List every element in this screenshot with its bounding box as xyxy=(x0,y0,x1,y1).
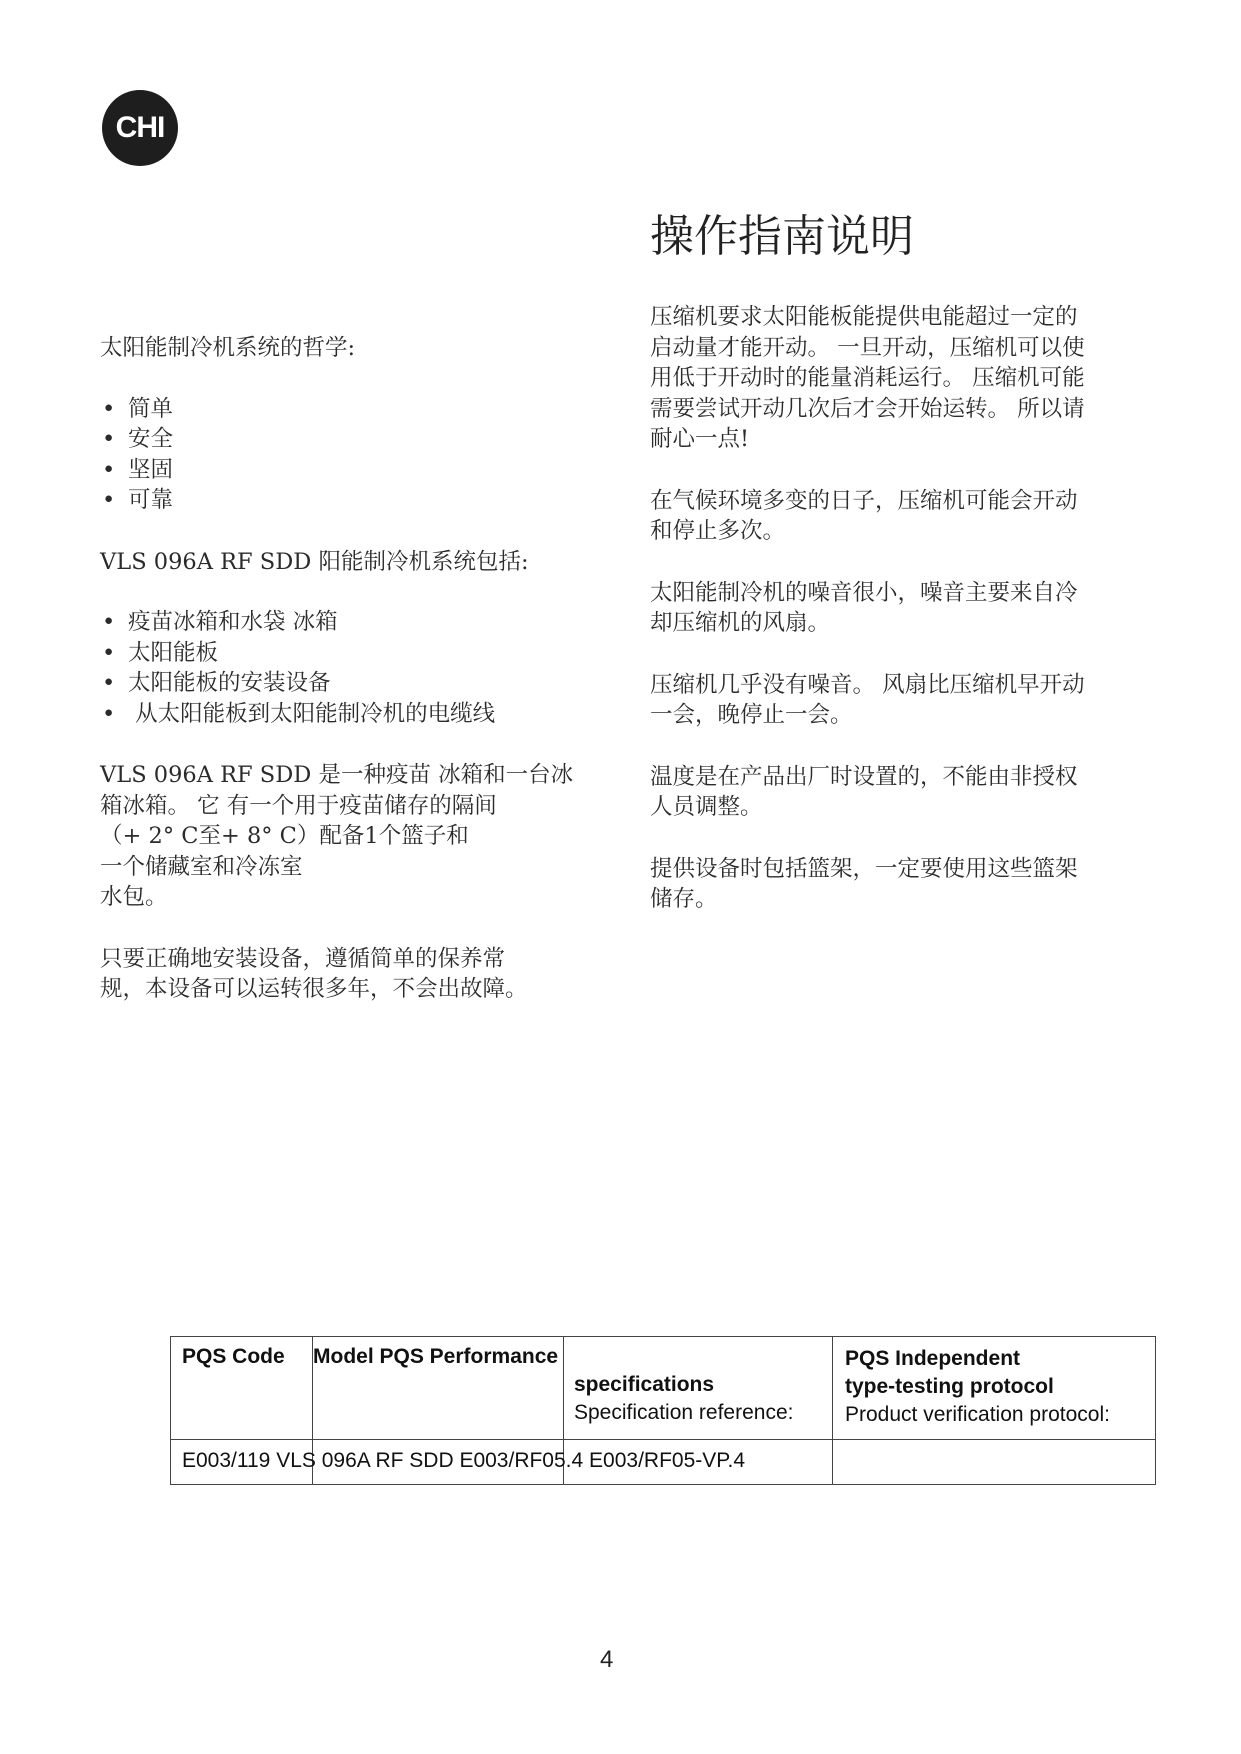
page-title: 操作指南说明 xyxy=(650,211,914,262)
table-cell xyxy=(833,1440,1156,1485)
list-item: • 可靠 xyxy=(100,485,620,516)
table-row-text: E003/119 VLS 096A RF SDD E003/RF05.4 E003/RF05-VP.4 xyxy=(182,1449,746,1472)
table-header-row xyxy=(171,1337,1156,1440)
text-line: 和停止多次。 xyxy=(650,518,786,544)
list-item: • 太阳能板 xyxy=(100,638,620,669)
text-line: 压缩机要求太阳能板能提供电能超过一定的 xyxy=(650,304,1078,330)
right-column xyxy=(650,302,1150,915)
text-line: 耐心一点! xyxy=(650,426,750,452)
text-line: 提供设备时包括篮架，一定要使用这些篮架 xyxy=(650,855,1078,882)
header-specifications xyxy=(564,1337,833,1440)
text-line: 却压缩机的风扇。 xyxy=(650,610,831,636)
list-item: • 简单 xyxy=(100,394,620,425)
language-badge: CHI xyxy=(102,90,178,166)
header-spec-label: specifications xyxy=(574,1373,715,1396)
text-line: 一会，晚停止一会。 xyxy=(650,702,853,728)
list-item: • 安全 xyxy=(100,424,620,455)
header-protocol-line1: PQS Independent xyxy=(845,1347,1021,1370)
climate-paragraph xyxy=(650,486,1150,547)
table-row xyxy=(171,1440,1156,1485)
header-protocol xyxy=(833,1337,1156,1440)
text-line: 用低于开动时的能量消耗运行。 压缩机可能 xyxy=(650,365,1085,391)
text-line: 一个储藏室和冷冻室 xyxy=(100,853,303,880)
text-line: 需要尝试开动几次后才会开始运转。 所以请 xyxy=(650,395,1085,422)
header-protocol-line2: type-testing protocol xyxy=(845,1375,1054,1398)
text-line: 箱冰箱。 它 有一个用于疫苗储存的隔间 xyxy=(100,792,497,819)
temperature-paragraph xyxy=(650,762,1150,823)
header-pqs-code: PQS Code xyxy=(171,1337,313,1440)
noise-paragraph xyxy=(650,578,1150,639)
page-number: 4 xyxy=(600,1646,614,1673)
includes-list xyxy=(100,607,620,729)
table-cell xyxy=(171,1440,746,1485)
maintenance-paragraph xyxy=(100,944,620,1005)
header-protocol-reference: Product verification protocol: xyxy=(845,1403,1110,1426)
philosophy-heading: 太阳能制冷机系统的哲学: xyxy=(100,335,356,361)
text-line: VLS 096A RF SDD 是一种疫苗 冰箱和一台冰 xyxy=(100,762,574,788)
list-item: • 坚固 xyxy=(100,455,620,486)
text-line: 在气候环境多变的日子，压缩机可能会开动 xyxy=(650,487,1078,514)
text-line: 温度是在产品出厂时设置的，不能由非授权 xyxy=(650,763,1078,790)
list-item: • 疫苗冰箱和水袋 冰箱 xyxy=(100,607,620,638)
text-line: 规，本设备可以运转很多年，不会出故障。 xyxy=(100,976,528,1002)
header-spec-reference: Specification reference: xyxy=(574,1401,794,1424)
fan-paragraph xyxy=(650,670,1150,731)
text-line: 只要正确地安装设备，遵循简单的保养常 xyxy=(100,945,506,972)
list-item: • 太阳能板的安装设备 xyxy=(100,668,620,699)
text-line: 压缩机几乎没有噪音。 风扇比压缩机早开动 xyxy=(650,671,1085,698)
text-line: 水包。 xyxy=(100,884,168,910)
header-model xyxy=(313,1337,564,1440)
includes-heading: VLS 096A RF SDD 阳能制冷机系统包括: xyxy=(100,548,529,575)
description-paragraph xyxy=(100,760,620,913)
list-item: • 从太阳能板到太阳能制冷机的电缆线 xyxy=(100,699,620,730)
header-model-performance: Model PQS Performance xyxy=(313,1345,559,1368)
text-line: （+ 2° C至+ 8° C）配备1个篮子和 xyxy=(100,823,469,849)
left-column xyxy=(100,333,620,1005)
text-line: 太阳能制冷机的噪音很小，噪音主要来自冷 xyxy=(650,579,1078,606)
text-line: 储存。 xyxy=(650,886,718,912)
pqs-table xyxy=(170,1336,1156,1485)
philosophy-list xyxy=(100,394,620,516)
basket-paragraph xyxy=(650,854,1150,915)
compressor-start-paragraph xyxy=(650,302,1150,455)
text-line: 启动量才能开动。 一旦开动，压缩机可以使 xyxy=(650,334,1085,361)
text-line: 人员调整。 xyxy=(650,794,763,820)
